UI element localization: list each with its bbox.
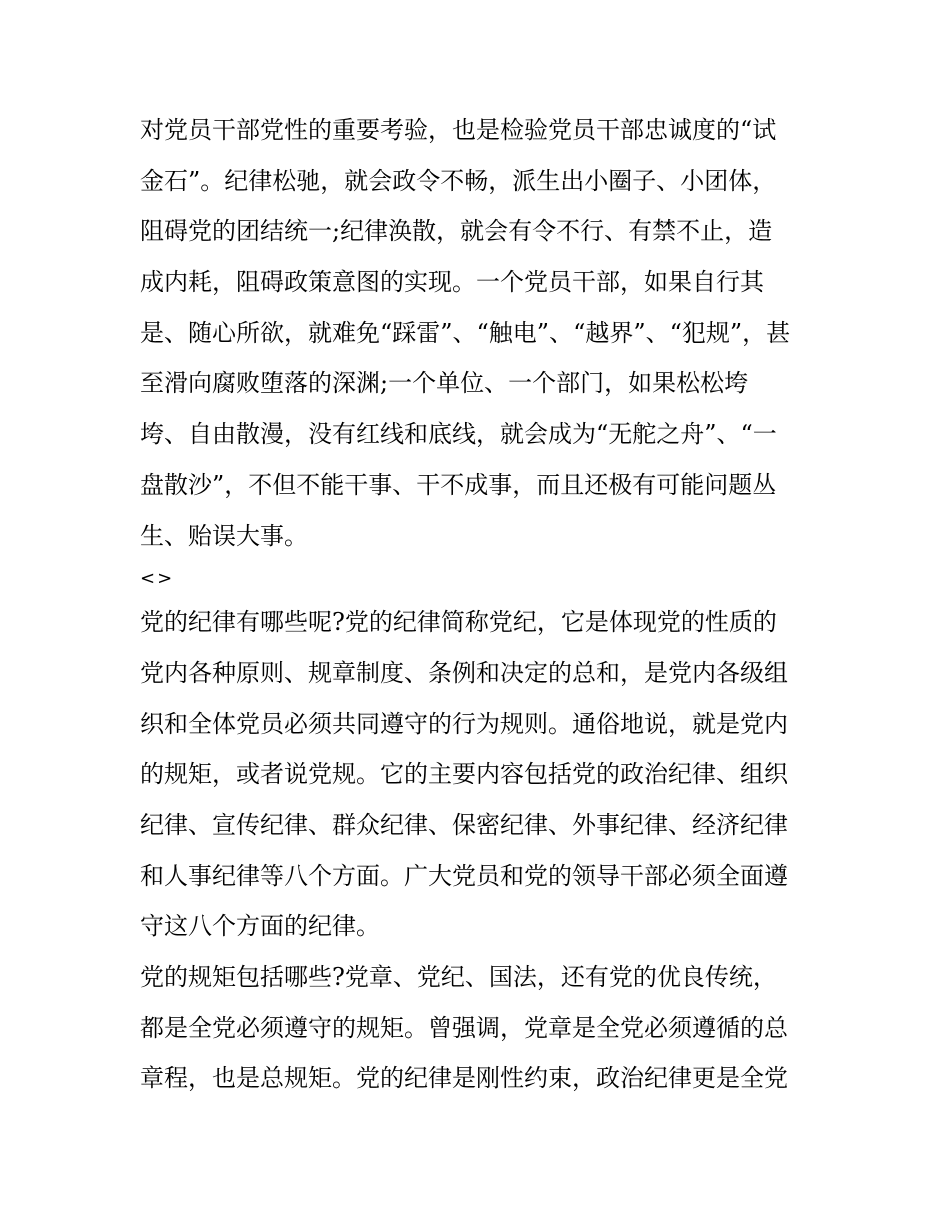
text-line: 章程，也是总规矩。党的纪律是刚性约束，政治纪律更是全党 bbox=[140, 1064, 788, 1093]
section-marker: <> bbox=[140, 568, 175, 590]
text-line: 织和全体党员必须共同遵守的行为规则。通俗地说，就是党内 bbox=[140, 709, 788, 738]
paragraph-discipline-importance bbox=[140, 105, 830, 561]
text-line: 成内耗，阻碍政策意图的实现。一个党员干部，如果自行其 bbox=[140, 268, 764, 297]
document-body bbox=[140, 105, 830, 1104]
text-line: 的规矩，或者说党规。它的主要内容包括党的政治纪律、组织 bbox=[140, 760, 788, 789]
text-line: 垮、自由散漫，没有红线和底线，就会成为“无舵之舟”、“一 bbox=[140, 420, 777, 449]
paragraph-party-rules bbox=[140, 952, 830, 1104]
paragraph-what-is-discipline bbox=[140, 597, 830, 952]
text-line: 盘散沙”，不但不能干事、干不成事，而且还极有可能问题丛 bbox=[140, 470, 777, 499]
text-line: 生、贻误大事。 bbox=[140, 521, 308, 550]
text-line: 对党员干部党性的重要考验，也是检验党员干部忠诚度的“试 bbox=[140, 116, 777, 144]
text-line: 纪律、宣传纪律、群众纪律、保密纪律、外事纪律、经济纪律 bbox=[140, 810, 788, 839]
text-line: 和人事纪律等八个方面。广大党员和党的领导干部必须全面遵 bbox=[140, 861, 788, 890]
text-line: 阻碍党的团结统一;纪律涣散，就会有令不行、有禁不止，造 bbox=[140, 217, 773, 246]
text-line: 都是全党必须遵守的规矩。曾强调，党章是全党必须遵循的总 bbox=[140, 1013, 788, 1042]
text-line: 金石”。纪律松驰，就会政令不畅，派生出小圈子、小团体， bbox=[140, 166, 777, 195]
text-line: 党的规矩包括哪些?党章、党纪、国法，还有党的优良传统， bbox=[140, 963, 777, 991]
text-line: 至滑向腐败堕落的深渊;一个单位、一个部门，如果松松垮 bbox=[140, 369, 749, 398]
text-line: 党内各种原则、规章制度、条例和决定的总和，是党内各级组 bbox=[140, 658, 788, 687]
text-line: 党的纪律有哪些呢?党的纪律简称党纪，它是体现党的性质的 bbox=[140, 608, 777, 637]
text-line: 是、随心所欲，就难免“踩雷”、“触电”、“越界”、“犯规”，甚 bbox=[140, 318, 791, 347]
text-line: 守这八个方面的纪律。 bbox=[140, 912, 380, 941]
